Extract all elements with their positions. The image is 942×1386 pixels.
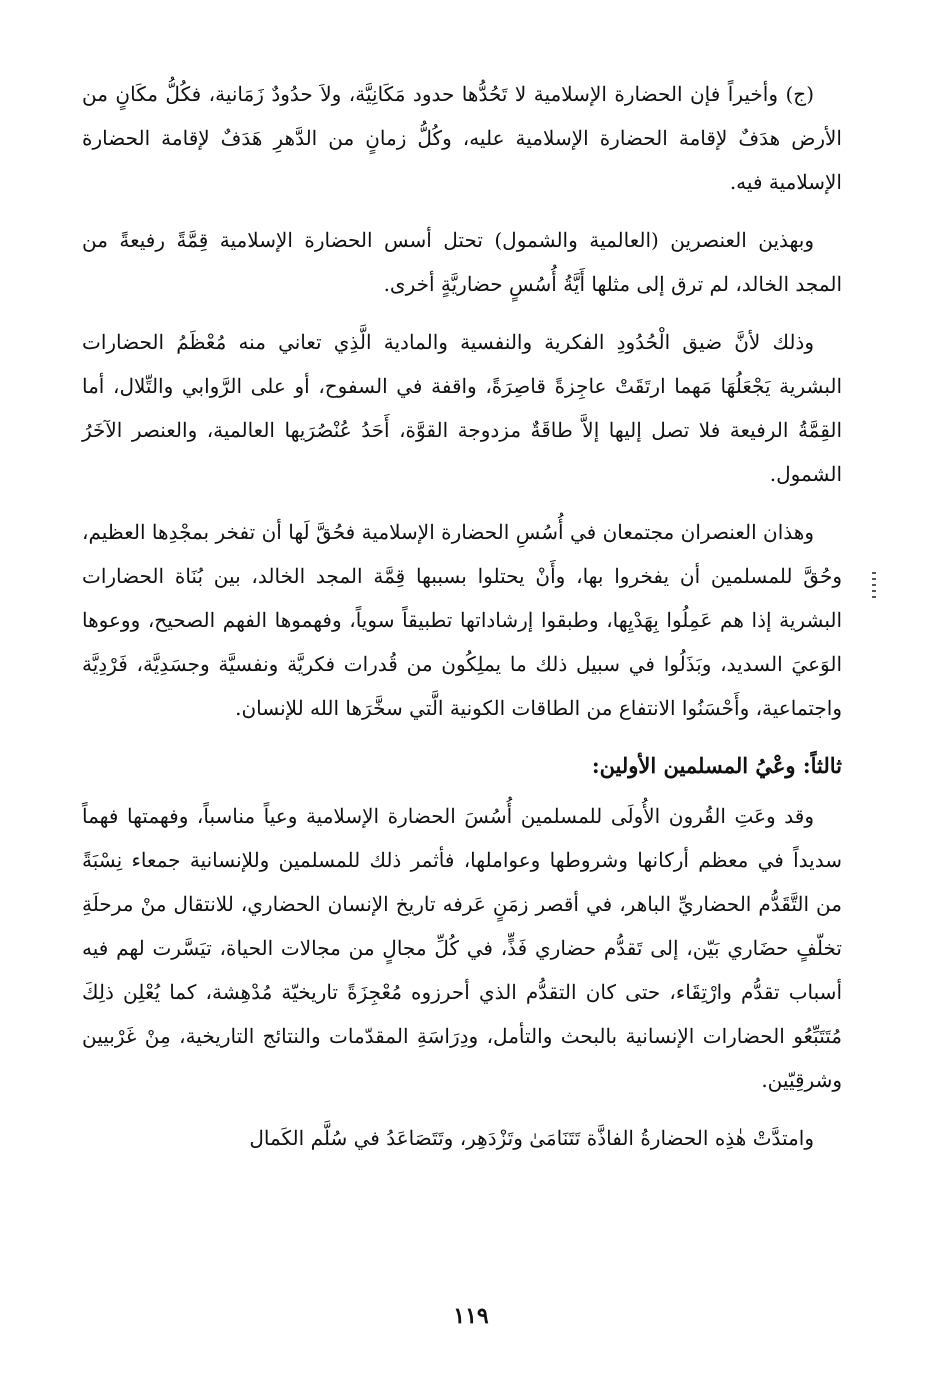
page-number: ١١٩ (453, 1303, 489, 1329)
section-heading: ثالثاً: وعْيُ المسلمين الأولين: (591, 753, 842, 778)
paragraph-2: وبهذين العنصرين (العالمية والشمول) تحتل أسس الحضارة الإسلامية قِمَّةً رفيعةً من المجد الخالد، لم ترق إلى مثلها أَيَّةُ أُسُسٍ حضاريَّةٍ أخرى. (82, 228, 842, 296)
paragraph-6: وامتدَّتْ هٰذِه الحضارةُ الفاذَّة تَتَنَامَىٰ وتَزْدَهِر، وتَتَصَاعَدُ في سُلَّم الكَمال (249, 1126, 814, 1150)
main-text (82, 72, 842, 1160)
margin-mark (872, 572, 876, 598)
paragraph-1: (ج) وأخيراً فإن الحضارة الإسلامية لا تَحُدُّها حدود مَكَانِيَّة، ولاَ حدُودٌ زَمَانية، فكُلُّ مكَانٍ من الأرض هدَفٌ لإقامة الحضارة الإسلامية عليه، وكُلُّ زمانٍ من الدَّهرِ هَدَفٌ لإقامة الحضارة الإسلامية فيه. (82, 82, 842, 194)
paragraph-4: وهذان العنصران مجتمعان في أُسُسِ الحضارة الإسلامية فحُقَّ لَها أن تفخر بمجْدِها العظيم، وحُقَّ للمسلمين أن يفخروا بها، وأَنْ يحتلوا بسببها قِمَّة المجد الخالد، بين بُنَاة الحضارات البشرية إذا هم عَمِلُوا بِهَدْيِها، وطبقوا إرشاداتها تطبيقاً سوياً، وفهموها الفهم الصحيح، ووعوها الوَعيَ السديد، وبَذَلُوا في سبيل ذلك ما يملِكُون من قُدرات فكريَّة ونفسيَّة وجسَدِيَّة، فَرْدِيَّة واجتماعية، وأَحْسَنُوا الانتفاع من الطاقات الكونية الَّتي سخَّرَها الله للإنسان. (82, 520, 842, 720)
paragraph-5: وقد وعَتِ القُرون الأُولَى للمسلمين أُسُسَ الحضارة الإسلامية وعياً مناسباً، وفهمتها فهماً سديداً في معظم أركانها وشروطها وعواملها، فأثمر ذلك للمسلمين وللإنسانية جمعاء نِسْبَةً من التَّقَدُّم الحضاريِّ الباهر، في أقصر زمَنٍ عَرفه تاريخ الإنسان الحضاري، للانتقال منْ مرحلَةِ تخلّفٍ حضَاري بَيّن، إلى تَقدُّم حضاري فَذٍّ، في كُلِّ مجالٍ من مجالات الحياة، تيَسَّرت لهم فيه أسباب تقدُّم وارْتِقَاء، حتى كان التقدُّم الذي أحرزوه مُعْجِزَةً تاريخيّة مُدْهِشة، كما يُعْلِن ذلِكَ مُتَتَبِّعُو الحضارات الإنسانية بالبحث والتأمل، ودِرَاسَةِ المقدّمات والنتائج التاريخية، مِنْ غَرْبيين وشرقِيّين. (82, 804, 842, 1092)
paragraph-3: وذلك لأنَّ ضيق الْحُدُودِ الفكرية والنفسية والمادية الَّذِي تعاني منه مُعْظَمُ الحضارات البشرية يَجْعَلُهَا مَهما ارتَقَتْ عاجِزةً قاصِرَةً، واقفة في السفوح، أو على الرَّوابي والتِّلال، أما القِمَّةُ الرفيعة فلا تصل إليها إلاَّ طاقَةٌ مزدوجة القوَّة، أَحَدُ عُنْصُرَيها العالمية، والعنصر الآخَرُ الشمول. (82, 330, 842, 486)
